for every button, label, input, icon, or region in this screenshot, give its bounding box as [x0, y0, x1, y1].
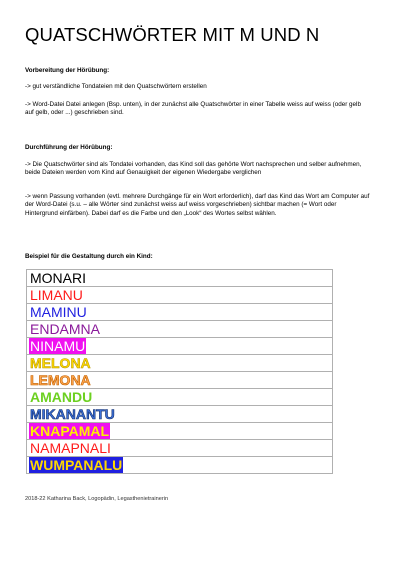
nonsense-word: MONARI [30, 270, 86, 286]
nonsense-word: MIKANANTU [30, 406, 115, 422]
word-row [27, 457, 333, 474]
word-row [27, 304, 333, 321]
word-cell[interactable] [27, 355, 333, 372]
procedure-step-1: -> Die Quatschwörter sind als Tondatei vorhanden, das Kind soll das gehörte Wort nachsprechen und selber aufnehmen, beide Dateien werden vom Kind auf Genauigkeit der eigenen Wiedergabe verglichen [25, 161, 362, 177]
nonsense-word: MAMINU [30, 304, 87, 320]
word-row [27, 389, 333, 406]
word-cell[interactable] [27, 321, 333, 338]
nonsense-word: NAMAPNALI [30, 440, 111, 456]
word-cell[interactable] [27, 270, 333, 287]
procedure-step-2: -> wenn Passung vorhanden (evtl. mehrere Durchgänge für ein Wort erforderlich), darf das Kind das Wort am Computer auf der Word-Datei (s.u. – alle Wörter sind zunächst weiss auf weiss vorgeschrieben) sichtbar machen (= Wort oder Hintergrund einfärben). Dabei darf es die Farbe und den „Look“ des Wortes selbst wählen. [25, 193, 370, 217]
word-row [27, 440, 333, 457]
word-cell[interactable] [27, 304, 333, 321]
word-table [26, 269, 333, 474]
word-cell[interactable] [27, 287, 333, 304]
nonsense-word: LIMANU [30, 287, 83, 303]
word-cell[interactable] [27, 423, 333, 440]
nonsense-word: NINAMU [30, 338, 86, 354]
preparation-step-1: -> gut verständliche Tondateien mit den Quatschwörtern erstellen [25, 83, 207, 90]
footer-credit: 2018-22 Katharina Back, Logopädin, Legasthenietrainerin [25, 496, 169, 502]
preparation-heading: Vorbereitung der Hörübung: [25, 67, 110, 74]
procedure-heading: Durchführung der Hörübung: [25, 144, 113, 151]
word-cell[interactable] [27, 338, 333, 355]
word-row [27, 270, 333, 287]
nonsense-word: MELONA [30, 355, 91, 371]
word-row [27, 287, 333, 304]
word-cell[interactable] [27, 457, 333, 474]
word-row [27, 338, 333, 355]
nonsense-word: AMANDU [30, 389, 93, 405]
nonsense-word: KNAPAMAL [30, 423, 110, 439]
preparation-step-2: -> Word-Datei Datei anlegen (Bsp. unten), in der zunächst alle Quatschwörter in einer Tabelle weiss auf weiss (oder gelb auf gelb, oder ...) geschrieben sind. [25, 101, 361, 117]
word-row [27, 372, 333, 389]
example-heading: Beispiel für die Gestaltung durch ein Kind: [25, 253, 153, 260]
nonsense-word: WUMPANALU [30, 457, 123, 473]
word-row [27, 423, 333, 440]
word-cell[interactable] [27, 389, 333, 406]
word-cell[interactable] [27, 372, 333, 389]
word-cell[interactable] [27, 440, 333, 457]
word-row [27, 321, 333, 338]
word-cell[interactable] [27, 406, 333, 423]
word-row [27, 406, 333, 423]
nonsense-word: LEMONA [30, 372, 91, 388]
word-row [27, 355, 333, 372]
page-title: QUATSCHWÖRTER MIT M UND N [25, 24, 320, 45]
nonsense-word: ENDAMNA [30, 321, 101, 337]
